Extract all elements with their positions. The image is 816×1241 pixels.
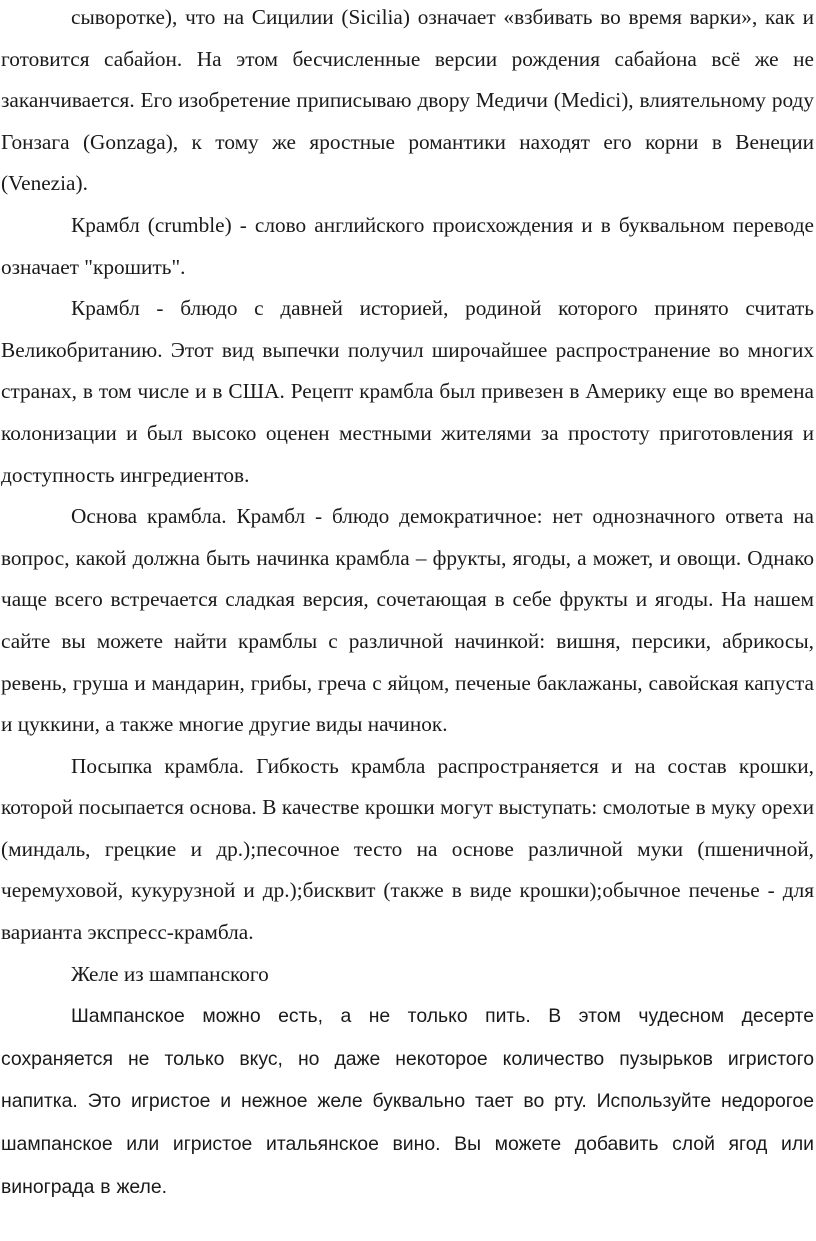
paragraph-crumble-history: Крамбл - блюдо с давней историей, родиной которого принято считать Великобританию. Этот вид выпечки получил широчайшее распространение во многих странах, в том числе и в США. Рецепт крамбла был привезен в Америку еще во времена колонизации и был высоко оценен местными жителями за простоту приготовления и доступность ингредиентов. bbox=[1, 296, 814, 487]
paragraph-crumble-topping: Посыпка крамбла. Гибкость крамбла распространяется и на состав крошки, которой посыпается основа. В качестве крошки могут выступать: смолотые в муку орехи (миндаль, грецкие и др.);песочное тесто на основе различной муки (пшеничной, черемуховой, кукурузной и др.);бисквит (также в виде крошки);обычное печенье - для варианта экспресс-крамбла. bbox=[1, 753, 814, 945]
paragraph-champagne-jelly: Шампанское можно есть, а не только пить. В этом чудесном десерте сохраняется не только вкус, но даже некоторое количество пузырьков игристого напитка. Это игристое и нежное желе буквально тает во рту. Используйте недорогое шампанское или игристое итальянское вино. Вы можете добавить слой ягод или винограда в желе. bbox=[1, 1005, 814, 1198]
paragraph-crumble-definition: Крамбл (crumble) - слово английского происхождения и в буквальном переводе означает "крошить". bbox=[1, 212, 814, 279]
paragraph-crumble-base: Основа крамбла. Крамбл - блюдо демократичное: нет однозначного ответа на вопрос, какой должна быть начинка крамбла – фрукты, ягоды, а может, и овощи. Однако чаще всего встречается сладкая версия, сочетающая в себе фрукты и ягоды. На нашем сайте вы можете найти крамблы с различной начинкой: вишня, персики, абрикосы, ревень, груша и мандарин, грибы, греча с яйцом, печеные баклажаны, савойская капуста и цуккини, а также многие другие виды начинок. bbox=[1, 504, 814, 737]
section-heading-champagne-jelly: Желе из шампанского bbox=[71, 961, 269, 986]
paragraph-sabayon-origin: сыворотке), что на Сицилии (Sicilia) означает «взбивать во время варки», как и готовится сабайон. На этом бесчисленные версии рождения сабайона всё же не заканчивается. Его изобретение приписываю двору Медичи (Medici), влиятельному роду Гонзага (Gonzaga), к тому же яростные романтики находят его корни в Венеции (Venezia). bbox=[1, 5, 814, 196]
